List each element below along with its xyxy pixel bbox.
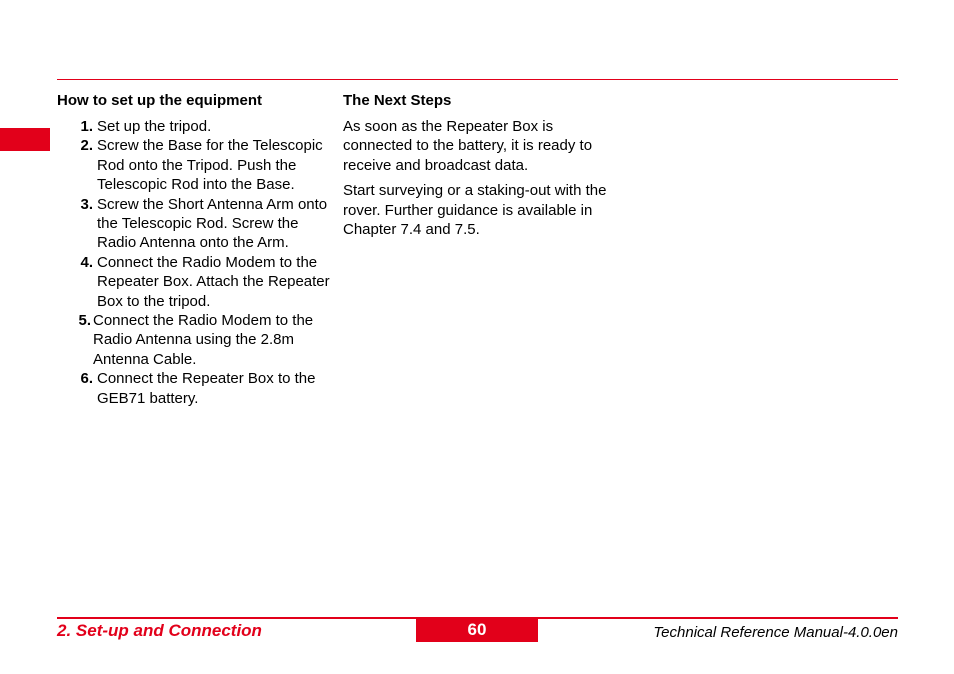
footer-section-title: 2. Set-up and Connection <box>57 621 262 640</box>
chapter-tab-marker <box>0 128 50 151</box>
next-steps-paragraph: As soon as the Repeater Box is connected to the battery, it is ready to receive and broadcast data. <box>343 118 593 174</box>
footer-manual-title: Technical Reference Manual-4.0.0en <box>653 624 898 641</box>
step-number: 2. <box>80 137 93 155</box>
step-number: 1. <box>80 118 93 135</box>
step-item <box>57 136 332 194</box>
step-item <box>57 369 332 408</box>
next-steps-section <box>343 91 618 245</box>
step-number: 6. <box>80 370 93 388</box>
step-item <box>57 117 332 136</box>
page-number: 60 <box>416 619 538 642</box>
step-text: Screw the Short Antenna Arm onto the Telescopic Rod. Screw the Radio Antenna onto the Arm. <box>97 195 328 252</box>
step-text: Connect the Radio Modem to the Repeater Box. Attach the Repeater Box to the tripod. <box>97 253 330 310</box>
next-steps-paragraph: Start surveying or a staking-out with the rover. Further guidance is available in Chapter 7.4 and 7.5. <box>343 182 607 239</box>
step-item <box>57 253 332 311</box>
step-text: Set up the tripod. <box>97 118 212 135</box>
setup-instructions <box>57 91 332 408</box>
setup-heading: How to set up the equipment <box>57 92 262 109</box>
next-steps-heading: The Next Steps <box>343 92 452 109</box>
step-item <box>57 311 332 369</box>
step-text: Connect the Radio Modem to the Radio Antenna using the 2.8m Antenna Cable. <box>93 312 314 368</box>
step-text: Screw the Base for the Telescopic Rod onto the Tripod. Push the Telescopic Rod into the Base. <box>97 137 323 194</box>
setup-steps-list <box>57 117 332 408</box>
header-divider <box>57 79 898 80</box>
step-number: 4. <box>80 253 93 271</box>
step-item <box>57 195 332 253</box>
step-number: 5. <box>78 312 91 330</box>
step-number: 3. <box>80 195 93 213</box>
step-text: Connect the Repeater Box to the GEB71 battery. <box>97 370 316 407</box>
